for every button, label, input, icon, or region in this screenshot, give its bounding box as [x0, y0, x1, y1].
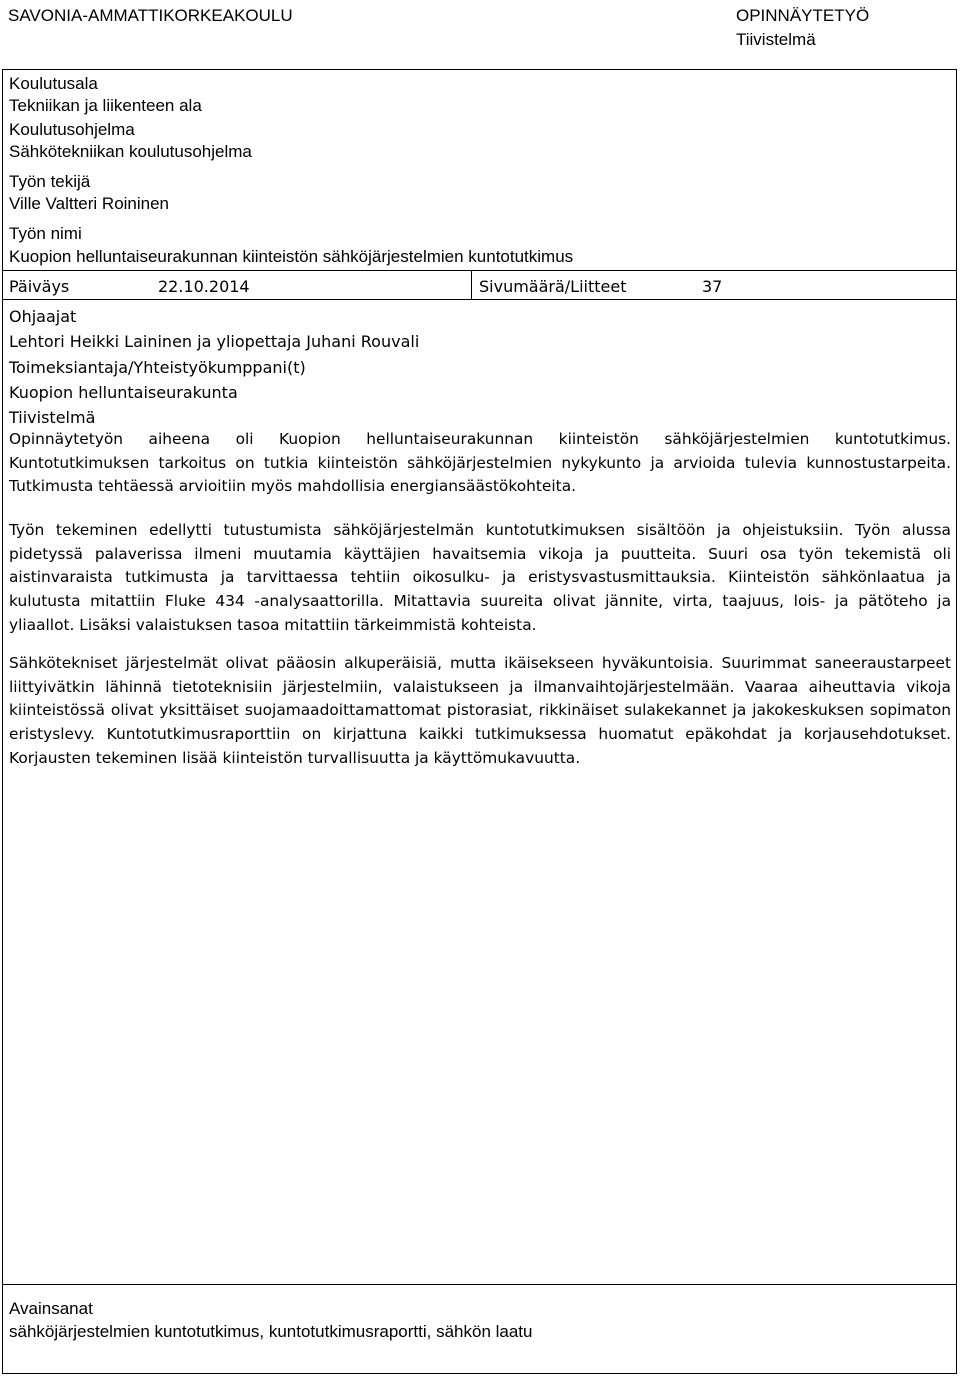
field-label-nimi: Työn nimi: [9, 224, 82, 243]
field-label-paivays: Päiväys: [9, 277, 70, 296]
divider-below-date: [2, 299, 957, 300]
abstract-paragraph-2: Työn tekeminen edellytti tutustumista sähköjärjestelmän kuntotutkimuksen sisältöön ja ohjeistuksiin. Työn alussa pidetyssä palaverissa ilmeni muutamia käyttäjien havaitsemia vikoja ja puutteita. Suuri osa työn tekemistä oli aistinvaraista tutkimusta ja tarvittaessa tehtiin oikosulku- ja eristysvastusmittauksia. Kiinteistön sähkönlaatua ja kulutusta mitattiin Fluke 434 -analysaattorilla. Mitattavia suureita olivat jännite, virta, taajuus, lois- ja pätöteho ja yliaallot. Lisäksi valaistuksen tasoa mitattiin tärkeimmistä kohteista.: [9, 521, 951, 634]
field-value-nimi: Kuopion helluntaiseurakunnan kiinteistön sähköjärjestelmien kuntotutkimus: [9, 247, 574, 266]
keywords-value: sähköjärjestelmien kuntotutkimus, kuntotutkimusraportti, sähkön laatu: [9, 1322, 533, 1341]
field-label-tekija: Työn tekijä: [9, 172, 91, 191]
document-type: [736, 4, 869, 52]
field-label-toimeksiantaja: Toimeksiantaja/Yhteistyökumppani(t): [9, 358, 306, 377]
field-label-sivumaara: Sivumäärä/Liitteet: [479, 277, 627, 296]
document-subtitle: Tiivistelmä: [736, 30, 816, 49]
date-row-divider: [471, 270, 472, 299]
divider-above-date: [2, 270, 957, 271]
field-value-tekija: Ville Valtteri Roininen: [9, 194, 170, 213]
abstract-paragraph-1: Opinnäytetyön aiheena oli Kuopion helluntaiseurakunnan kiinteistön sähköjärjestelmien kuntotutkimus. Kuntotutkimuksen tarkoitus on tutkia kiinteistön sähköjärjestelmien nykykunto ja arvioida tulevia kunnostustarpeita. Tutkimusta tehtäessä arvioitiin myös mahdollisia energiansäästökohteita.: [9, 430, 951, 496]
field-label-koulutusala: Koulutusala: [9, 74, 98, 93]
abstract-paragraph-3: Sähkötekniset järjestelmät olivat pääosin alkuperäisiä, mutta ikäisekseen hyväkuntoisia. Suurimmat saneeraustarpeet liittyivätkin lähinnä tietoteknisiin järjestelmiin, valaistukseen ja ilmanvaihtojärjestelmään. Vaaraa aiheuttavia vikoja kiinteistössä olivat yksittäiset suojamaadoittamattomat pistorasiat, rikkinäiset sulakekannet ja jakokeskuksen sopimaton eristyslevy. Kuntotutkimusraporttiin on kirjattuna kaikki tutkimuksessa huomatut epäkohdat ja korjausehdotukset. Korjausten tekeminen lisää kiinteistön turvallisuutta ja käyttömukavuutta.: [9, 654, 951, 767]
field-value-koulutusala: Tekniikan ja liikenteen ala: [9, 96, 202, 115]
institution-name: SAVONIA-AMMATTIKORKEAKOULU: [8, 6, 293, 25]
field-label-ohjaajat: Ohjaajat: [9, 307, 77, 326]
document-type-label: OPINNÄYTETYÖ: [736, 6, 870, 25]
field-value-ohjaajat: Lehtori Heikki Laininen ja yliopettaja Juhani Rouvali: [9, 332, 420, 351]
field-value-toimeksiantaja: Kuopion helluntaiseurakunta: [9, 383, 238, 402]
divider-above-keywords: [2, 1284, 957, 1285]
field-value-paivays: 22.10.2014: [158, 277, 250, 296]
field-label-tiivistelma: Tiivistelmä: [9, 408, 96, 427]
field-value-koulutusohjelma: Sähkötekniikan koulutusohjelma: [9, 142, 252, 161]
keywords-label: Avainsanat: [9, 1299, 93, 1318]
field-label-koulutusohjelma: Koulutusohjelma: [9, 120, 135, 139]
field-value-sivumaara: 37: [702, 277, 723, 296]
